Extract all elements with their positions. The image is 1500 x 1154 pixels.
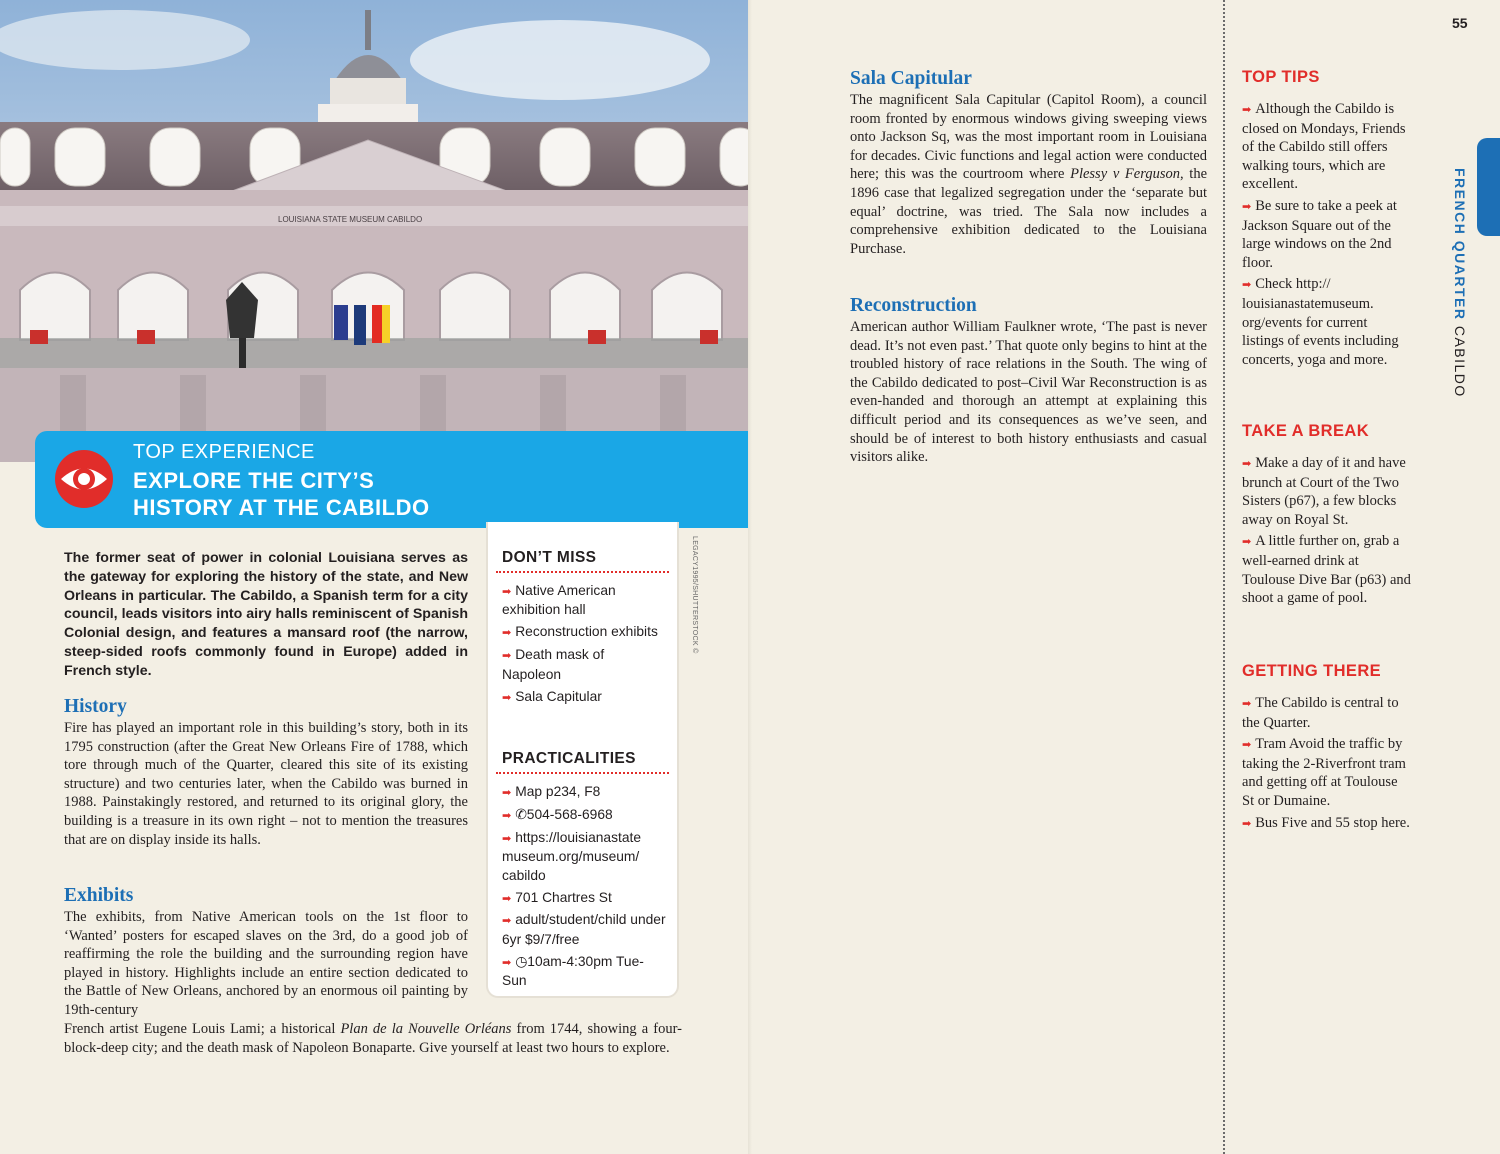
intro-paragraph: The former seat of power in colonial Louisiana serves as the gateway for exploring the history of the state, and New Orleans in particular. The Cabildo, a Spanish term for a city council, leads visitors into airy halls reminiscent of Spanish Colonial design, and features a mansard roof (the narrow, steep-sided roofs commonly found in Europe) added in French style. <box>64 550 468 679</box>
arrow-icon: ➡ <box>1242 200 1252 213</box>
dont-miss-rule <box>496 571 669 573</box>
sala-body-a: The magnificent Sala Capitular (Capitol Room), a council room fronted by enormous windows giving sweeping views onto Jackson Sq, was the most important room in Louisiana for decades. Civic functions and legal action were conducted here; this was the courtroom where <box>850 92 1207 183</box>
arrow-icon: ➡ <box>502 809 512 822</box>
section-tab-marker <box>1477 138 1500 236</box>
prices: adult/student/child under 6yr $9/7/free <box>502 912 666 947</box>
section-name: FRENCH QUARTER <box>1452 168 1468 321</box>
break-text: Make a day of it and have brunch at Court of the Two Sisters (p67), a few blocks away on Royal St. <box>1242 455 1406 528</box>
sala-heading: Sala Capitular <box>850 68 972 89</box>
practicalities-list <box>502 783 667 994</box>
arrow-icon: ➡ <box>502 915 512 928</box>
getting-there-heading: GETTING THERE <box>1242 662 1382 680</box>
getting-there-text: Tram Avoid the traffic by taking the 2-Riverfront tram and getting off at Toulouse St or Dumaine. <box>1242 736 1406 809</box>
take-a-break-heading: TAKE A BREAK <box>1242 422 1370 440</box>
list-item <box>502 582 667 620</box>
getting-there-text: The Cabildo is central to the Quarter. <box>1242 695 1399 731</box>
page-gutter <box>748 0 752 1154</box>
list-item <box>502 623 667 642</box>
top-tips-list <box>1242 100 1412 372</box>
sala-body-italic: Plessy v Ferguson <box>1070 166 1180 183</box>
list-item <box>1242 814 1412 834</box>
list-item <box>1242 100 1412 194</box>
map-ref: Map p234, F8 <box>515 784 601 799</box>
page-number: 55 <box>1452 15 1468 31</box>
list-item <box>502 953 667 991</box>
tip-text: Check http:// louisianastatemuseum. org/events for current listings of events including concerts, yoga and more. <box>1242 276 1399 368</box>
list-item <box>502 829 667 885</box>
list-item <box>1242 694 1412 732</box>
exhibits-body-2 <box>64 1020 682 1057</box>
list-item <box>1242 532 1412 607</box>
running-header <box>1452 168 1468 398</box>
dont-miss-list <box>502 582 667 710</box>
exhibits-body-2-italic: Plan de la Nouvelle Orléans <box>340 1021 512 1037</box>
exhibits-body-2a: French artist Eugene Louis Lami; a historical <box>64 1021 341 1037</box>
practicalities-rule <box>496 772 669 774</box>
phone-number[interactable]: 504-568-6968 <box>526 806 613 822</box>
dont-miss-item: Reconstruction exhibits <box>515 624 658 640</box>
opening-hours: 10am-4:30pm Tue-Sun <box>502 953 644 989</box>
exhibits-body-2b: from 1744, showing a four-block-deep city; and the death mask of Napoleon Bonaparte. Give yourself at least two hours to explore. <box>64 1021 682 1056</box>
practicalities-heading: PRACTICALITIES <box>502 750 636 767</box>
tip-text: Be sure to take a peek at Jackson Square out of the large windows on the 2nd floor. <box>1242 197 1397 271</box>
arrow-icon: ➡ <box>502 627 512 640</box>
arrow-icon: ➡ <box>502 650 512 663</box>
arrow-icon: ➡ <box>502 787 512 799</box>
dont-miss-item: Sala Capitular <box>515 688 602 704</box>
arrow-icon: ➡ <box>1242 458 1252 470</box>
reconstruction-heading: Reconstruction <box>850 295 977 316</box>
break-text: A little further on, grab a well-earned drink at Toulouse Dive Bar (p63) and shoot a game of pool. <box>1242 533 1411 607</box>
exhibits-heading: Exhibits <box>64 885 134 906</box>
getting-there-text: Bus Five and 55 stop here. <box>1255 814 1410 831</box>
take-a-break-list <box>1242 454 1412 611</box>
list-item <box>1242 735 1412 810</box>
tip-text: Although the Cabildo is closed on Mondays, Friends of the Cabildo still offers walking tours, which are excellent. <box>1242 101 1406 193</box>
sidebar-box <box>486 522 679 998</box>
banner-title <box>133 467 430 521</box>
list-item <box>502 646 667 684</box>
exhibits-body-1: The exhibits, from Native American tools on the 1st floor to ‘Wanted’ posters for escaped slaves on the 3rd, do a good job of reaffirming the role the building and the surrounding region have played in history. Highlights include an entire section dedicated to the Battle of New Orleans, anchored by an enormous oil painting by 19th-century <box>64 909 468 1018</box>
arrow-icon: ➡ <box>1242 104 1252 116</box>
sala-body <box>850 91 1207 258</box>
top-experience-banner <box>35 431 750 528</box>
arrow-icon: ➡ <box>502 691 512 704</box>
top-tips-heading: TOP TIPS <box>1242 68 1320 86</box>
arrow-icon: ➡ <box>1242 536 1252 549</box>
list-item <box>502 911 667 949</box>
sala-body-b: , the 1896 case that legalized segregation under the ‘separate but equal’ doctrine, was tried. The Sala now includes a comprehensive exhibition dedicated to the Louisiana Purchase. <box>850 166 1208 257</box>
arrow-icon: ➡ <box>502 892 512 905</box>
phone-icon: ✆ <box>515 806 527 822</box>
reconstruction-body: American author William Faulkner wrote, ‘The past is never dead. It’s not even past.’ That quote only begins to hint at the troubled history of race relations in the South. The wing of the Cabildo dedicated to post–Civil War Reconstruction is as even-handed and thorough an attempt at explaining this difficult period and its consequences as we’ve seen, and should be of interest to both history enthusiasts and casual visitors alike. <box>850 319 1207 466</box>
building-sign: LOUISIANA STATE MUSEUM CABILDO <box>278 215 423 224</box>
dotted-divider <box>1223 0 1225 1154</box>
list-item <box>502 806 667 825</box>
banner-title-line1: EXPLORE THE CITY’S <box>133 468 375 493</box>
section-sub: CABILDO <box>1452 325 1468 398</box>
photo-credit: LEGACY1995/SHUTTERSTOCK © <box>691 536 698 654</box>
arrow-icon: ➡ <box>502 832 512 845</box>
cabildo-photo <box>0 0 748 462</box>
banner-title-line2: HISTORY AT THE CABILDO <box>133 495 430 520</box>
arrow-icon: ➡ <box>1242 739 1252 752</box>
arrow-icon: ➡ <box>502 586 512 598</box>
list-item <box>1242 275 1412 369</box>
history-body: Fire has played an important role in this building’s story, both in its 1795 construction (after the Great New Orleans Fire of 1788, which tore through much of the Quarter, cleared this site of its existing structure) and two centuries later, when the Cabildo was burned in 1988. Painstakingly restored, and returned to its original glory, the building is a treasure in its own right – not to mention the treasures that are on display inside its halls. <box>64 720 468 848</box>
getting-there-list <box>1242 694 1412 836</box>
dont-miss-item: Death mask of Napoleon <box>502 647 605 682</box>
banner-kicker: TOP EXPERIENCE <box>133 441 315 463</box>
arrow-icon: ➡ <box>1242 698 1252 710</box>
dont-miss-heading: DON’T MISS <box>502 549 597 566</box>
history-heading: History <box>64 696 127 717</box>
address: 701 Chartres St <box>515 889 612 905</box>
list-item <box>1242 454 1412 529</box>
list-item <box>502 688 667 707</box>
list-item <box>502 889 667 908</box>
eye-icon <box>55 450 113 508</box>
arrow-icon: ➡ <box>502 956 512 969</box>
arrow-icon: ➡ <box>1242 279 1252 292</box>
list-item <box>502 783 667 802</box>
clock-icon: ◷ <box>515 953 528 969</box>
list-item <box>1242 197 1412 272</box>
website-link[interactable]: https://louisianastate museum.org/museum/ cabildo <box>502 829 642 883</box>
arrow-icon: ➡ <box>1242 817 1252 830</box>
dont-miss-item: Native American exhibition hall <box>502 583 616 618</box>
